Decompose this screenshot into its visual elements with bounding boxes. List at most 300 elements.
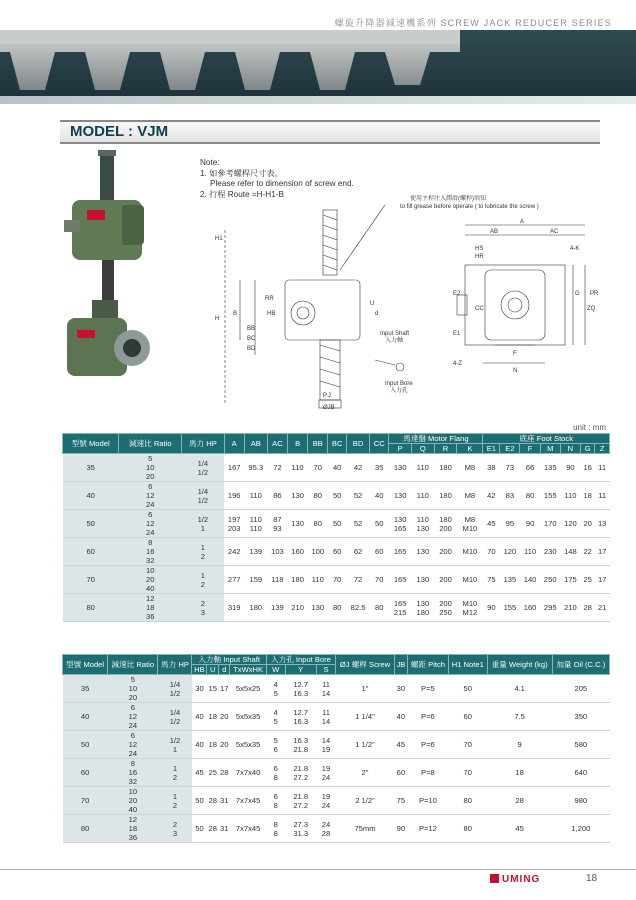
fill-note-cn: 使用主桿注入潤滑(螺桿)須知 xyxy=(410,196,486,202)
cell-BC: 40 xyxy=(328,454,347,482)
cell-Q: 110 130 xyxy=(412,510,435,538)
cell-TWH: 7x7x45 xyxy=(230,815,266,843)
cell-W: 4 5 xyxy=(266,675,285,703)
cell-G: 16 xyxy=(581,454,595,482)
cell-M: 155 xyxy=(540,482,560,510)
series-title: 螺旋升降器減速機系列 SCREW JACK REDUCER SERIES xyxy=(334,18,612,28)
cell-B: 130 xyxy=(288,510,308,538)
dim-label-G: G xyxy=(575,291,580,297)
cell-screw: 1 1/2" xyxy=(336,731,395,759)
cell-TWH: 5x5x25 xyxy=(230,675,266,703)
cell-ratio: 6 12 24 xyxy=(108,731,158,759)
cell-A: 319 xyxy=(224,594,244,622)
table-row xyxy=(63,566,610,594)
cell-Y: 21.8 27.2 xyxy=(285,787,316,815)
dim-label-PR: PR xyxy=(590,291,599,297)
cell-Z: 21 xyxy=(595,594,610,622)
th-M: M xyxy=(540,444,560,454)
cell-d: 17 xyxy=(218,675,230,703)
cell-oil: 205 xyxy=(552,675,609,703)
cell-P: 130 xyxy=(389,454,412,482)
cell-E2: 73 xyxy=(500,454,520,482)
table-row xyxy=(63,482,610,510)
cell-H1: 80 xyxy=(448,815,487,843)
cell-screw: 2 1/2" xyxy=(336,787,395,815)
cell-E2: 135 xyxy=(500,566,520,594)
th-ratio: 減速比 Ratio xyxy=(119,434,182,454)
cell-ratio: 5 10 20 xyxy=(119,454,182,482)
cell-weight: 4.1 xyxy=(487,675,552,703)
cell-G: 20 xyxy=(581,510,595,538)
cell-R: 180 xyxy=(434,454,457,482)
cell-Q: 110 xyxy=(412,482,435,510)
cell-M: 170 xyxy=(540,510,560,538)
cell-JB: 40 xyxy=(394,703,407,731)
model-bar xyxy=(60,120,600,144)
cell-TWH: 5x5x35 xyxy=(230,731,266,759)
cell-Y: 21.8 27.2 xyxy=(285,759,316,787)
cell-AC: 139 xyxy=(267,594,287,622)
th-E1: E1 xyxy=(483,444,500,454)
cell-TWH: 7x7x40 xyxy=(230,759,266,787)
cell-oil: 350 xyxy=(552,703,609,731)
cell-B: 160 xyxy=(288,538,308,566)
cell-N: 210 xyxy=(560,594,580,622)
cell-hp: 1 2 xyxy=(182,566,224,594)
cell-Z: 11 xyxy=(595,482,610,510)
th-CC: CC xyxy=(370,434,389,454)
cell-E1: 45 xyxy=(483,510,500,538)
cell-A: 277 xyxy=(224,566,244,594)
cell-model: 80 xyxy=(63,594,119,622)
cell-JB: 30 xyxy=(394,675,407,703)
cell-JB: 90 xyxy=(394,815,407,843)
th-N: N xyxy=(560,444,580,454)
banner-stripe xyxy=(0,96,636,104)
cell-A: 197 203 xyxy=(224,510,244,538)
dim-label-B: B xyxy=(233,311,238,317)
cell-JB: 75 xyxy=(394,787,407,815)
th2-H1: H1 Note1 xyxy=(448,655,487,675)
cell-P: 130 xyxy=(389,482,412,510)
cell-oil: 1,200 xyxy=(552,815,609,843)
th2-ratio: 減速比 Ratio xyxy=(108,655,158,675)
cell-P: 130 165 xyxy=(389,510,412,538)
fill-note-en: to fill grease before operate ( to lubricate the screw ) xyxy=(400,204,539,210)
cell-BB: 130 xyxy=(308,594,328,622)
cell-CC: 80 xyxy=(370,594,389,622)
th-B: B xyxy=(288,434,308,454)
cell-U: 28 xyxy=(207,787,219,815)
cell-hp: 2 3 xyxy=(158,815,192,843)
input-bore-label: Input Bore xyxy=(385,381,413,387)
input-shaft-label: Input Shaft xyxy=(380,331,410,337)
cell-K: M10 M12 xyxy=(457,594,483,622)
th2-weight: 重量 Weight (kg) xyxy=(487,655,552,675)
cell-P: 165 215 xyxy=(389,594,412,622)
cell-HB: 50 xyxy=(192,815,207,843)
th-K: K xyxy=(457,444,483,454)
cell-AC: 86 xyxy=(267,482,287,510)
footer-line xyxy=(0,869,636,870)
technical-drawing xyxy=(195,195,610,413)
cell-S: 19 24 xyxy=(316,759,335,787)
cell-Z: 17 xyxy=(595,538,610,566)
cell-model: 50 xyxy=(63,731,108,759)
cell-BD: 62 xyxy=(347,538,370,566)
cell-B: 130 xyxy=(288,482,308,510)
cell-K: M10 xyxy=(457,566,483,594)
dim-label-U: U xyxy=(370,301,375,307)
cell-Y: 12.7 16.3 xyxy=(285,675,316,703)
th-hp: 馬力 HP xyxy=(182,434,224,454)
cell-HB: 40 xyxy=(192,731,207,759)
dim-label-CC: CC xyxy=(475,306,484,312)
cell-R: 180 200 xyxy=(434,510,457,538)
cell-pitch: P=6 xyxy=(407,703,448,731)
cell-AC: 118 xyxy=(267,566,287,594)
dim-label-RR: RR xyxy=(265,296,274,302)
cell-BD: 82.5 xyxy=(347,594,370,622)
cell-E2: 120 xyxy=(500,538,520,566)
th2-HB: HB xyxy=(192,665,207,675)
cell-K: M8 xyxy=(457,482,483,510)
cell-G: 25 xyxy=(581,566,595,594)
cell-B: 210 xyxy=(288,594,308,622)
cell-screw: 2" xyxy=(336,759,395,787)
product-photo-side xyxy=(62,300,152,390)
cell-E1: 42 xyxy=(483,482,500,510)
cell-A: 196 xyxy=(224,482,244,510)
cell-hp: 2 3 xyxy=(182,594,224,622)
cell-ratio: 10 20 40 xyxy=(119,566,182,594)
note-label: Note: xyxy=(200,158,220,167)
cell-pitch: P=12 xyxy=(407,815,448,843)
dim-label-H: H xyxy=(215,316,220,322)
cell-H1: 80 xyxy=(448,787,487,815)
cell-pitch: P=5 xyxy=(407,675,448,703)
gear-illustration xyxy=(0,30,460,100)
cell-S: 11 14 xyxy=(316,703,335,731)
cell-BC: 70 xyxy=(328,566,347,594)
cell-B: 180 xyxy=(288,566,308,594)
cell-ratio: 8 16 32 xyxy=(108,759,158,787)
cell-HB: 40 xyxy=(192,703,207,731)
table-row xyxy=(63,594,610,622)
th2-model: 型號 Model xyxy=(63,655,108,675)
dim-label-HB: HB xyxy=(267,311,276,317)
th-A: A xyxy=(224,434,244,454)
cell-CC: 40 xyxy=(370,482,389,510)
dim-label-H1: H1 xyxy=(215,236,223,242)
note-line-1: 1. 如參考螺桿尺寸表。 xyxy=(200,168,283,178)
note-line-3: 2. 行程 Route =H-H1-B xyxy=(200,189,284,199)
dim-label-PJ: P.J xyxy=(323,393,331,399)
th2-input-bore: 入力孔 Input Bore xyxy=(266,655,335,665)
cell-Q: 130 xyxy=(412,538,435,566)
cell-N: 120 xyxy=(560,510,580,538)
cell-hp: 1/4 1/2 xyxy=(158,703,192,731)
cell-BC: 50 xyxy=(328,482,347,510)
table-row xyxy=(63,703,610,731)
cell-CC: 60 xyxy=(370,538,389,566)
cell-U: 25 xyxy=(207,759,219,787)
dim-label-BD: BD xyxy=(247,346,256,352)
cell-weight: 45 xyxy=(487,815,552,843)
th2-screw: ØJ 螺桿 Screw xyxy=(336,655,395,675)
spec-table-shaft-body xyxy=(63,675,610,843)
table-row xyxy=(63,538,610,566)
th2-JB: JB xyxy=(394,655,407,675)
cell-BC: 60 xyxy=(328,538,347,566)
cell-oil: 640 xyxy=(552,759,609,787)
th-BB: BB xyxy=(308,434,328,454)
cell-E2: 155 xyxy=(500,594,520,622)
th2-U: U xyxy=(207,665,219,675)
cell-pitch: P=10 xyxy=(407,787,448,815)
cell-Y: 12.7 16.3 xyxy=(285,703,316,731)
cell-d: 28 xyxy=(218,759,230,787)
cell-BD: 52 xyxy=(347,482,370,510)
spec-table-dimensions xyxy=(62,433,610,622)
table-row xyxy=(63,787,610,815)
cell-ratio: 6 12 24 xyxy=(108,703,158,731)
cell-oil: 980 xyxy=(552,787,609,815)
cell-W: 5 6 xyxy=(266,731,285,759)
cell-screw: 1 1/4" xyxy=(336,703,395,731)
cell-ratio: 10 20 40 xyxy=(108,787,158,815)
cell-K: M8 M10 xyxy=(457,510,483,538)
cell-H1: 70 xyxy=(448,759,487,787)
cell-ratio: 12 18 36 xyxy=(119,594,182,622)
dim-label-HR: HR xyxy=(475,254,484,260)
brand-logo: UMING xyxy=(502,874,541,885)
table-row xyxy=(63,759,610,787)
cell-Z: 11 xyxy=(595,454,610,482)
dim-label-BB: BB xyxy=(247,326,256,332)
cell-U: 28 xyxy=(207,815,219,843)
input-shaft-label-cn: 入力軸 xyxy=(385,338,404,344)
cell-BB: 80 xyxy=(308,510,328,538)
th-Q: Q xyxy=(412,444,435,454)
cell-JB: 60 xyxy=(394,759,407,787)
cell-AB: 95.3 xyxy=(244,454,267,482)
th2-pitch: 螺距 Pitch xyxy=(407,655,448,675)
cell-model: 60 xyxy=(63,759,108,787)
cell-TWH: 7x7x45 xyxy=(230,787,266,815)
cell-hp: 1/2 1 xyxy=(158,731,192,759)
page-number: 18 xyxy=(586,873,598,884)
cell-E2: 83 xyxy=(500,482,520,510)
th-BD: BD xyxy=(347,434,370,454)
cell-HB: 45 xyxy=(192,759,207,787)
cell-F: 80 xyxy=(520,482,540,510)
cell-AB: 110 xyxy=(244,482,267,510)
cell-hp: 1 2 xyxy=(158,787,192,815)
cell-hp: 1 2 xyxy=(182,538,224,566)
cell-F: 110 xyxy=(520,538,540,566)
model-title: MODEL : VJM xyxy=(70,123,169,140)
dim-label-Z: 4-Z xyxy=(453,361,462,367)
cell-S: 14 19 xyxy=(316,731,335,759)
cell-W: 6 8 xyxy=(266,787,285,815)
cell-d: 31 xyxy=(218,787,230,815)
cell-BD: 52 xyxy=(347,510,370,538)
cell-N: 90 xyxy=(560,454,580,482)
cell-hp: 1/4 1/2 xyxy=(158,675,192,703)
input-bore-label-cn: 入力孔 xyxy=(390,388,409,394)
cell-Q: 130 xyxy=(412,566,435,594)
th-F: F xyxy=(520,444,540,454)
th-model: 型號 Model xyxy=(63,434,119,454)
cell-G: 18 xyxy=(581,482,595,510)
dim-label-F: F xyxy=(513,351,517,357)
dim-label-d: d xyxy=(375,311,379,317)
th-AB: AB xyxy=(244,434,267,454)
brand-logo-icon xyxy=(490,874,499,883)
cell-N: 175 xyxy=(560,566,580,594)
dim-label-AC: AC xyxy=(550,229,559,235)
cell-model: 40 xyxy=(63,482,119,510)
cell-M: 250 xyxy=(540,566,560,594)
cell-HB: 50 xyxy=(192,787,207,815)
cell-hp: 1/4 1/2 xyxy=(182,454,224,482)
cell-HB: 30 xyxy=(192,675,207,703)
cell-BD: 72 xyxy=(347,566,370,594)
cell-BB: 80 xyxy=(308,482,328,510)
cell-model: 40 xyxy=(63,703,108,731)
cell-E2: 95 xyxy=(500,510,520,538)
cell-R: 180 xyxy=(434,482,457,510)
cell-ratio: 8 16 32 xyxy=(119,538,182,566)
cell-oil: 580 xyxy=(552,731,609,759)
th2-input-shaft: 入力軸 Input Shaft xyxy=(192,655,266,665)
cell-d: 20 xyxy=(218,731,230,759)
cell-BB: 70 xyxy=(308,454,328,482)
cell-TWH: 5x5x35 xyxy=(230,703,266,731)
cell-AB: 110 110 xyxy=(244,510,267,538)
cell-JB: 45 xyxy=(394,731,407,759)
cell-P: 165 xyxy=(389,566,412,594)
cell-CC: 35 xyxy=(370,454,389,482)
cell-ratio: 12 18 36 xyxy=(108,815,158,843)
cell-Q: 130 180 xyxy=(412,594,435,622)
dim-label-K: 4-K xyxy=(570,246,580,252)
dim-label-E2: E2 xyxy=(453,291,461,297)
cell-N: 148 xyxy=(560,538,580,566)
cell-W: 4 5 xyxy=(266,703,285,731)
table-row xyxy=(63,731,610,759)
cell-F: 140 xyxy=(520,566,540,594)
unit-label: unit : mm xyxy=(573,423,606,432)
cell-ratio: 6 12 24 xyxy=(119,510,182,538)
th2-Y: Y xyxy=(285,665,316,675)
th-Z: Z xyxy=(595,444,610,454)
th2-d: d xyxy=(218,665,230,675)
cell-model: 70 xyxy=(63,566,119,594)
cell-G: 22 xyxy=(581,538,595,566)
th-BC: BC xyxy=(328,434,347,454)
cell-G: 28 xyxy=(581,594,595,622)
cell-A: 242 xyxy=(224,538,244,566)
cell-K: M8 xyxy=(457,454,483,482)
cell-model: 60 xyxy=(63,538,119,566)
cell-U: 15 xyxy=(207,675,219,703)
dim-label-HS: HS xyxy=(475,246,484,252)
cell-M: 230 xyxy=(540,538,560,566)
cell-R: 200 xyxy=(434,538,457,566)
cell-weight: 18 xyxy=(487,759,552,787)
cell-U: 18 xyxy=(207,731,219,759)
cell-H1: 60 xyxy=(448,703,487,731)
cell-S: 24 28 xyxy=(316,815,335,843)
cell-model: 35 xyxy=(63,675,108,703)
th-R: R xyxy=(434,444,457,454)
th2-W: W xyxy=(266,665,285,675)
th2-hp: 馬力 HP xyxy=(158,655,192,675)
cell-Y: 16.3 21.8 xyxy=(285,731,316,759)
cell-BC: 80 xyxy=(328,594,347,622)
table-row xyxy=(63,815,610,843)
cell-R: 200 250 xyxy=(434,594,457,622)
cell-weight: 28 xyxy=(487,787,552,815)
cell-Z: 17 xyxy=(595,566,610,594)
cell-CC: 70 xyxy=(370,566,389,594)
cell-hp: 1 2 xyxy=(158,759,192,787)
cell-model: 70 xyxy=(63,787,108,815)
cell-weight: 7.5 xyxy=(487,703,552,731)
cell-E1: 75 xyxy=(483,566,500,594)
cell-U: 18 xyxy=(207,703,219,731)
th2-oil: 加量 Oil (C.C.) xyxy=(552,655,609,675)
cell-ratio: 5 10 20 xyxy=(108,675,158,703)
dim-label-JB: ØJB xyxy=(323,405,335,411)
dim-label-E1: E1 xyxy=(453,331,461,337)
cell-screw: 75mm xyxy=(336,815,395,843)
cell-S: 11 14 xyxy=(316,675,335,703)
cell-pitch: P=6 xyxy=(407,731,448,759)
cell-E1: 38 xyxy=(483,454,500,482)
cell-E1: 90 xyxy=(483,594,500,622)
cell-model: 80 xyxy=(63,815,108,843)
cell-Z: 13 xyxy=(595,510,610,538)
note-line-2: Please refer to dimension of screw end. xyxy=(210,179,354,188)
cell-AB: 180 xyxy=(244,594,267,622)
dim-label-N: N xyxy=(513,368,518,374)
spec-table-shaft xyxy=(62,654,610,843)
th-foot-stock: 底座 Foot Stock xyxy=(483,434,610,444)
table-row xyxy=(63,510,610,538)
dim-label-A: A xyxy=(520,219,525,225)
cell-weight: 9 xyxy=(487,731,552,759)
cell-hp: 1/4 1/2 xyxy=(182,482,224,510)
cell-N: 110 xyxy=(560,482,580,510)
cell-BB: 100 xyxy=(308,538,328,566)
cell-R: 200 xyxy=(434,566,457,594)
notes xyxy=(200,158,354,200)
th-E2: E2 xyxy=(500,444,520,454)
cell-model: 50 xyxy=(63,510,119,538)
cell-B: 110 xyxy=(288,454,308,482)
th2-TWH: TxWxHK xyxy=(230,665,266,675)
spec-table-dimensions-body xyxy=(63,454,610,622)
cell-hp: 1/2 1 xyxy=(182,510,224,538)
cell-screw: 1" xyxy=(336,675,395,703)
th2-S: S xyxy=(316,665,335,675)
cell-A: 167 xyxy=(224,454,244,482)
dim-label-ZQ: ZQ xyxy=(587,306,596,312)
cell-ratio: 6 12 24 xyxy=(119,482,182,510)
